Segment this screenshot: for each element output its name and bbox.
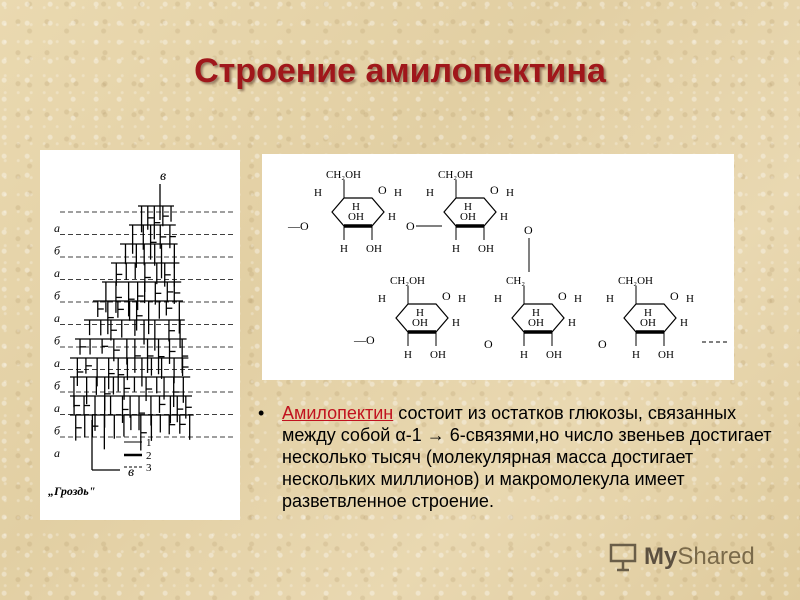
glycosidic-oxygen-label: —O [354,333,375,347]
bullet-paragraph [258,402,782,512]
hydroxyl-label: OH [412,317,428,329]
amylopectin-link[interactable]: Амилопектин [282,403,394,423]
hydrogen-label: H [644,307,652,319]
hydrogen-label: H [464,201,472,213]
layer-label: б [54,333,61,348]
layer-label: а [54,401,60,415]
ch2-label: CH₂ [506,275,526,287]
layer-label: а [54,311,60,325]
cluster-model-diagram [40,150,240,520]
hydrogen-label: H [686,293,694,305]
hydroxyl-label: OH [478,243,494,255]
hydrogen-label: H [452,243,460,255]
ring-oxygen-label: O [670,289,679,303]
hydroxyl-label: OH [658,349,674,361]
ch2-label: CH₂OH [326,169,362,181]
hydrogen-label: H [452,317,460,329]
logo-text: MyShared [644,543,755,570]
ch2-label: CH₂OH [390,275,426,287]
top-label: в [160,169,167,184]
hydrogen-label: H [532,307,540,319]
hydroxyl-label: OH [366,243,382,255]
hydrogen-label: H [394,187,402,199]
layer-label: а [54,446,60,460]
glycosidic-oxygen-label: —O [288,219,309,233]
myshared-logo[interactable] [608,540,755,574]
glycosidic-oxygen-label: O [484,337,493,351]
cluster-model-figure [40,150,240,520]
hydroxyl-label: OH [348,211,364,223]
hydrogen-label: H [680,317,688,329]
hydrogen-label: H [314,187,322,199]
hydrogen-label: H [632,349,640,361]
hydrogen-label: H [568,317,576,329]
hydrogen-label: H [352,201,360,213]
hydroxyl-label: OH [430,349,446,361]
hydrogen-label: H [458,293,466,305]
glycosidic-oxygen-label: O [524,223,533,237]
legend-item-2: 2 [146,450,152,462]
hydrogen-label: H [404,349,412,361]
layer-label: б [54,423,61,438]
hydroxyl-label: OH [546,349,562,361]
ch2-label: CH₂OH [618,275,654,287]
hydrogen-label: H [378,293,386,305]
ring-oxygen-label: O [378,183,387,197]
layer-label: б [54,243,61,258]
hydrogen-label: H [506,187,514,199]
hydrogen-label: H [340,243,348,255]
ring-oxygen-label: O [490,183,499,197]
bullet-dot: • [258,403,265,423]
hydrogen-label: H [500,211,508,223]
ch2-label: CH₂OH [438,169,474,181]
hydrogen-label: H [494,293,502,305]
hydrogen-label: H [520,349,528,361]
layer-label: а [54,356,60,370]
hydroxyl-label: OH [640,317,656,329]
structural-formula-figure [262,154,734,380]
legend-item-1: 1 [146,437,152,449]
hydroxyl-label: OH [528,317,544,329]
hydrogen-label: H [606,293,614,305]
ring-oxygen-label: O [442,289,451,303]
hydroxyl-label: OH [460,211,476,223]
hydrogen-label: H [426,187,434,199]
cluster-caption: „Гроздь" [48,484,96,498]
hydrogen-label: H [416,307,424,319]
presentation-board-icon [608,542,638,572]
layer-label: б [54,378,61,393]
hydrogen-label: H [388,211,396,223]
layer-label: а [54,266,60,280]
structural-formula-diagram [262,154,734,380]
legend-item-3: 3 [146,462,152,474]
layer-label: б [54,288,61,303]
bottom-label: в [128,465,135,480]
hydrogen-label: H [574,293,582,305]
glycosidic-oxygen-label: O [406,219,415,233]
slide-title: Строение амилопектина [194,52,606,90]
bullet-text: состоит из остатков глюкозы, связанных между собой α-1 → 6-связями,но число звеньев достигает несколько тысяч (молекулярная масса достигает нескольких миллионов) и макромолекула имеет разветвленное строение. [282,403,772,511]
layer-label: а [54,221,60,235]
glycosidic-oxygen-label: O [598,337,607,351]
ring-oxygen-label: O [558,289,567,303]
